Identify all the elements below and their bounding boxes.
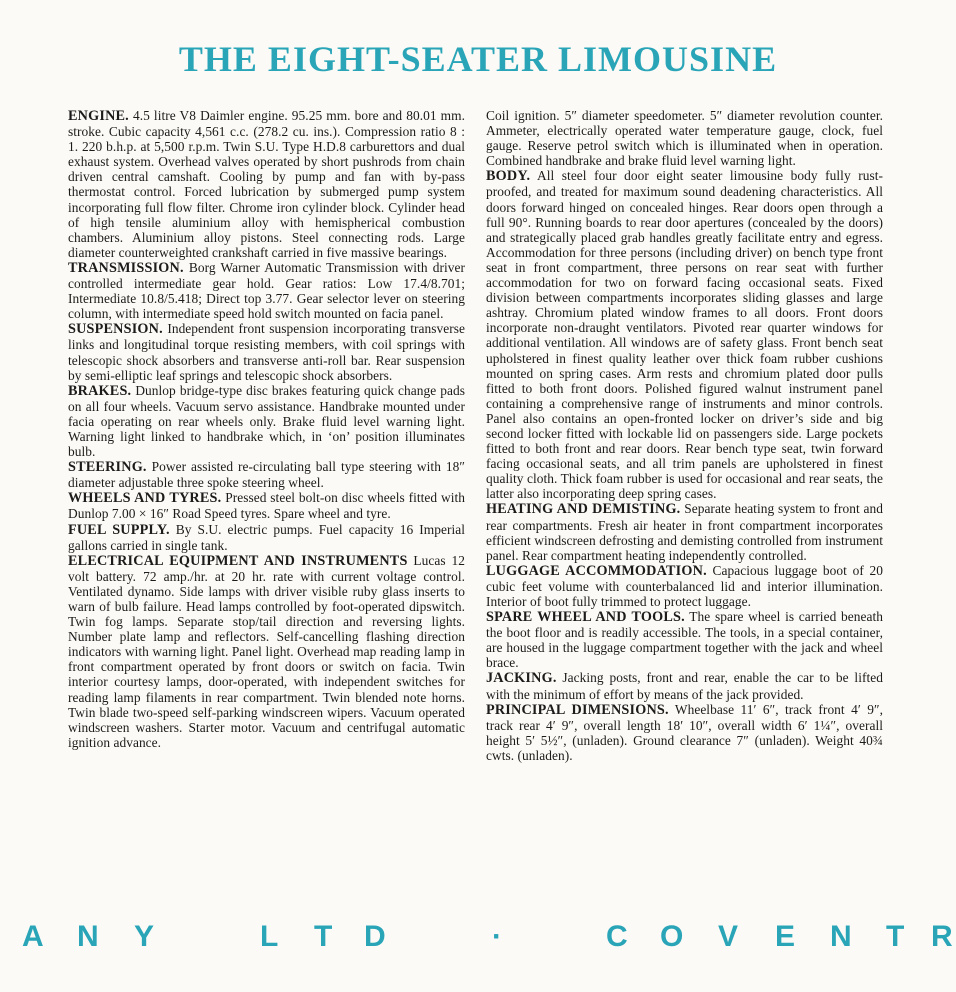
section-text: All steel four door eight seater limousine body fully rust-proofed, and treated for maximum sound deadening characteristics. All doors forward hinged on concealed hinges. Rear doors open through a full 90°. Running boards to rear door apertures (concealed by the doors) and strategically placed grab handles greatly facilitate entry and egress. Accommodation for three persons (including driver) on bench type front seat in front compartment, three persons on rear seat with further accommodation for two on forward facing occasional seats. Fixed division between compartments incorporates sliding glasses and large ashtray. Chromium plated window frames to all doors. Front doors incorporate non-draught ventilators. Pivoted rear quarter windows for additional ventilation. All windows are of safety glass. Front bench seat upholstered in finest quality leather over thick foam rubber cushions mounted on spring cases. Arm rests and chromium plated door pulls fitted to both front doors. Polished figured walnut instrument panel containing a comprehensive range of instruments and minor controls. Panel also contains an open-fronted locker on driver’s side and big second locker fitted with lockable lid on passengers side. Large pockets fitted to both front and rear doors. Rear bench type seat, twin forward facing occasional seats, and all trim panels are upholstered in finest quality cloth. Thick foam rubber is used for occasional and rear seats, the latter also incorporating deep spring cases. (486, 168, 883, 502)
spec-electrical (68, 553, 465, 750)
footer-letter: N (830, 920, 853, 953)
spec-column-right (486, 108, 883, 763)
footer-letter: C (606, 920, 629, 953)
section-text: Dunlop bridge-type disc brakes featuring quick change pads on all four wheels. Vacuum servo assistance. Handbrake mounted under facia operating on rear wheels only. Brake fluid level warning light. Warning light linked to handbrake which, in ‘on’ position illuminates bulb. (68, 382, 465, 460)
section-text: Pressed steel bolt-on disc wheels fitted with Dunlop 7.00 × 16″ Road Speed tyres. Spare wheel and tyre. (68, 490, 465, 522)
section-text: 4.5 litre V8 Daimler engine. 95.25 mm. bore and 80.01 mm. stroke. Cubic capacity 4,561 c.c. (278.2 cu. ins.). Compression ratio 8 : 1. 220 b.h.p. at 5,500 r.p.m. Twin S.U. Type H.D.8 carburettors and dual exhaust system. Overhead valves operated by short pushrods from chain driven central camshaft. Cooling by pump and fan with by-pass thermostat control. Forced lubrication by submerged pump system incorporating full flow filter. Chrome iron cylinder block. Cylinder head of high tensile aluminium alloy with hemispherical combustion chambers. Aluminium alloy pistons. Steel connecting rods. Large diameter counterweighted crankshaft carried in five massive bearings. (68, 108, 465, 260)
section-text: Borg Warner Automatic Transmission with driver controlled intermediate gear hold. Gear ratios: Low 17.4/8.701; Intermediate 10.8/5.418; Direct top 3.77. Gear selector lever on steering column, with intermediate speed hold switch mounted on facia panel. (68, 259, 465, 322)
spec-jacking (486, 670, 883, 701)
footer-letter: E (775, 920, 797, 953)
section-heading: PRINCIPAL DIMENSIONS. (486, 701, 669, 718)
section-text: Jacking posts, front and rear, enable the car to be lifted with the minimum of effort by means of the jack provided. (486, 670, 883, 702)
section-text: The spare wheel is carried beneath the boot floor and is readily accessible. The tools, in a special container, are housed in the luggage compartment together with the jack and wheel brace. (486, 609, 883, 671)
section-heading: ENGINE. (68, 108, 129, 124)
spec-heating-demisting (486, 501, 883, 562)
footer-letter: T (314, 920, 334, 953)
spec-suspension (68, 321, 465, 382)
spec-luggage (486, 563, 883, 609)
section-text: Capacious luggage boot of 20 cubic feet volume with counterbalanced lid and interior illumination. Interior of boot fully trimmed to protect luggage. (486, 562, 884, 609)
footer-letter: R (931, 920, 954, 953)
section-heading: LUGGAGE ACCOMMODATION. (486, 562, 707, 579)
spec-engine (68, 108, 465, 260)
footer-separator: · (492, 920, 503, 953)
spec-transmission (68, 260, 465, 321)
section-heading: BRAKES. (68, 382, 132, 399)
section-heading: ELECTRICAL EQUIPMENT AND INSTRUMENTS (68, 552, 408, 569)
footer-letter: A (22, 920, 45, 953)
footer-letter: Y (134, 920, 156, 953)
section-text: Coil ignition. 5″ diameter speedometer. 5″ diameter revolution counter. Ammeter, electrically operated water temperature gauge, clock, fuel gauge. Reserve petrol switch which is illuminated when in operation. Combined handbrake and brake fluid level warning light. (486, 108, 883, 169)
section-text: Independent front suspension incorporating transverse links and longitudinal torque resisting members, with coil springs with telescopic shock absorbers and transverse anti-roll bar. Rear suspension by semi-elliptic leaf springs and telescopic shock absorbers. (68, 321, 465, 383)
section-heading: SPARE WHEEL AND TOOLS. (486, 609, 685, 626)
footer-letter: D (364, 920, 387, 953)
footer-letter: L (260, 920, 280, 953)
spec-spare-wheel-tools (486, 609, 883, 670)
section-heading: STEERING. (68, 459, 147, 476)
spec-dimensions (486, 702, 883, 763)
spec-fuel-supply (68, 522, 465, 553)
spec-wheels-tyres (68, 490, 465, 521)
footer-letter: V (718, 920, 740, 953)
section-heading: FUEL SUPPLY. (68, 521, 170, 538)
section-text: Power assisted re-circulating ball type steering with 18″ diameter adjustable three spoke steering wheel. (68, 459, 465, 491)
section-heading: HEATING AND DEMISTING. (486, 501, 681, 518)
spec-body (486, 168, 883, 501)
spec-steering (68, 459, 465, 490)
section-text: Lucas 12 volt battery. 72 amp./hr. at 20 hr. rate with current voltage control. Ventilated dynamo. Side lamps with driver visible ruby glass inserts to warn of bulb failure. Head lamps controlled by foot-operated dipswitch. Twin fog lamps. Separate stop/tail direction and reversing lights. Number plate lamp and reflectors. Self-cancelling flashing direction indicators with warning light. Panel light. Overhead map reading lamp in front compartment operated by front doors or switch on facia. Twin interior courtesy lamps, door-operated, with independent switches for reading lamp filaments in rear compartment. Twin blended note horns. Twin blade two-speed self-parking windscreen wipers. Vacuum operated windscreen washers. Starter motor. Vacuum and centrifugal automatic ignition advance. (68, 552, 465, 750)
footer-letter: N (77, 920, 100, 953)
section-text: Separate heating system to front and rear compartments. Fresh air heater in front compartment incorporates efficient windscreen defrosting and demisting controlled from instrument panel. Rear compartment heating independently controlled. (486, 501, 883, 563)
section-heading: TRANSMISSION. (68, 259, 184, 276)
footer-letter: O (660, 920, 685, 953)
section-heading: SUSPENSION. (68, 321, 163, 338)
section-heading: BODY. (486, 168, 531, 185)
section-heading: JACKING. (486, 670, 557, 687)
section-text: By S.U. electric pumps. Fuel capacity 16 Imperial gallons carried in single tank. (68, 521, 465, 553)
section-heading: WHEELS AND TYRES. (68, 490, 222, 507)
spec-brakes (68, 383, 465, 459)
page-title: THE EIGHT-SEATER LIMOUSINE (178, 39, 778, 79)
spec-column-left (68, 108, 465, 750)
spec-electrical-continued (486, 108, 883, 168)
footer-letter: T (886, 920, 906, 953)
section-text: Wheelbase 11′ 6″, track front 4′ 9″, track rear 4′ 9″, overall length 18′ 10″, overall width 6′ 1¼″, overall height 5′ 5½″, (unladen). Ground clearance 7″ (unladen). Weight 40¾ cwts. (unladen). (486, 701, 883, 763)
